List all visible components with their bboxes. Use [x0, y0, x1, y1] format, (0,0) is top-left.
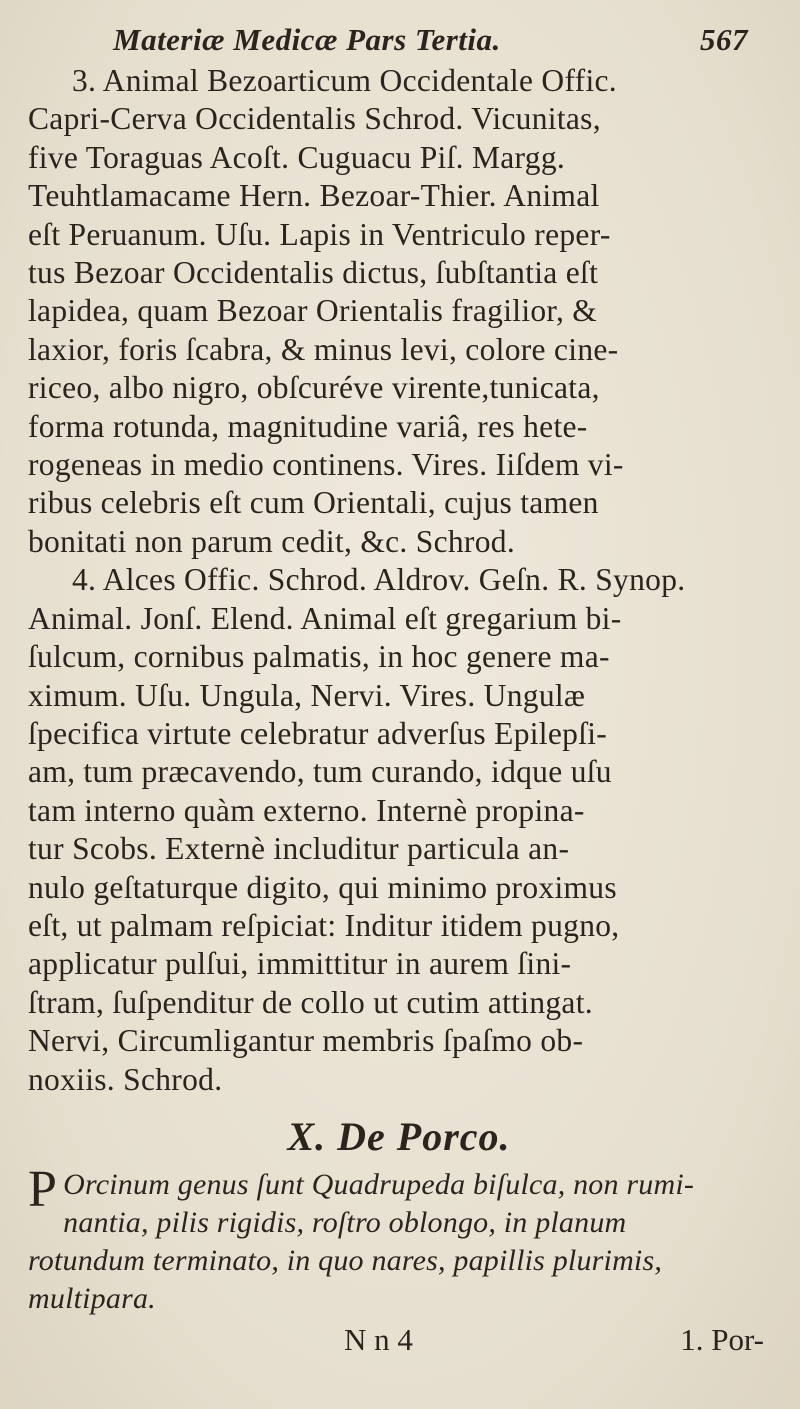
- text-line: Nervi, Circumligantur membris ſpaſmo ob-: [28, 1023, 584, 1059]
- page-footer: [28, 1322, 770, 1358]
- text-line: forma rotunda, magnitudine variâ, res hete-: [28, 408, 588, 444]
- text-line: nantia, pilis rigidis, roſtro oblongo, in planum: [63, 1205, 627, 1239]
- running-title: Materiæ Medicæ Pars Tertia.: [113, 22, 501, 57]
- text-line: applicatur pulſui, immittitur in aurem ſini-: [28, 946, 572, 982]
- catchword: 1. Por-: [680, 1321, 764, 1357]
- text-line: 3. Animal Bezoarticum Occidentale Offic.: [72, 63, 617, 98]
- text-line: Teuhtlamacame Hern. Bezoar-Thier. Animal: [28, 178, 600, 214]
- signature-mark: N n 4: [344, 1321, 413, 1357]
- section-heading: X. De Porco.: [287, 1113, 511, 1159]
- text-line: five Toraguas Acoſt. Cuguacu Piſ. Margg.: [28, 139, 566, 175]
- drop-cap: P: [28, 1160, 58, 1218]
- section-intro-paragraph: [28, 1160, 770, 1318]
- text-line: lapidea, quam Bezoar Orientalis fragilior, &: [28, 293, 598, 329]
- text-line: tam interno quàm externo. Internè propina-: [28, 792, 585, 828]
- text-line: tur Scobs. Externè includitur particula an-: [28, 831, 570, 867]
- text-line: ſtram, ſuſpenditur de collo ut cutim attingat.: [28, 984, 593, 1020]
- text-line: Capri-Cerva Occidentalis Schrod. Vicunitas,: [28, 101, 601, 137]
- page-number: 567: [700, 22, 748, 57]
- text-line: rotundum terminato, in quo nares, papillis plurimis,: [28, 1243, 663, 1277]
- text-line: ſulcum, cornibus palmatis, in hoc genere ma-: [28, 639, 610, 675]
- text-line: multipara.: [28, 1281, 156, 1315]
- paragraph-animal-bezoarticum: [28, 62, 770, 561]
- text-line: Orcinum genus ſunt Quadrupeda biſulca, non rumi-: [63, 1167, 695, 1201]
- text-line: ribus celebris eſt cum Orientali, cujus tamen: [28, 485, 599, 521]
- text-line: eſt, ut palmam reſpiciat: Inditur itidem pugno,: [28, 907, 620, 943]
- text-line: ximum. Uſu. Ungula, Nervi. Vires. Ungulæ: [28, 677, 586, 713]
- paragraph-alces: [28, 561, 770, 1099]
- text-line: nulo geſtaturque digito, qui minimo proximus: [28, 869, 617, 905]
- text-line: laxior, foris ſcabra, & minus levi, colore cine-: [28, 331, 619, 367]
- text-line: ſpecifica virtute celebratur adverſus Epilepſi-: [28, 715, 608, 751]
- page-header: [28, 22, 770, 58]
- text-line: noxiis. Schrod.: [28, 1061, 223, 1097]
- text-line: riceo, albo nigro, obſcuréve virente,tunicata,: [28, 370, 600, 406]
- text-line: bonitati non parum cedit, &c. Schrod.: [28, 523, 515, 559]
- text-line: 4. Alces Offic. Schrod. Aldrov. Geſn. R. Synop.: [72, 562, 686, 598]
- text-line: Animal. Jonſ. Elend. Animal eſt gregarium bi-: [28, 600, 622, 636]
- text-line: rogeneas in medio continens. Vires. Iiſdem vi-: [28, 447, 624, 483]
- text-line: am, tum præcavendo, tum curando, idque uſu: [28, 754, 612, 790]
- text-line: eſt Peruanum. Uſu. Lapis in Ventriculo reper-: [28, 216, 611, 252]
- text-line: tus Bezoar Occidentalis dictus, ſubſtantia eſt: [28, 255, 599, 291]
